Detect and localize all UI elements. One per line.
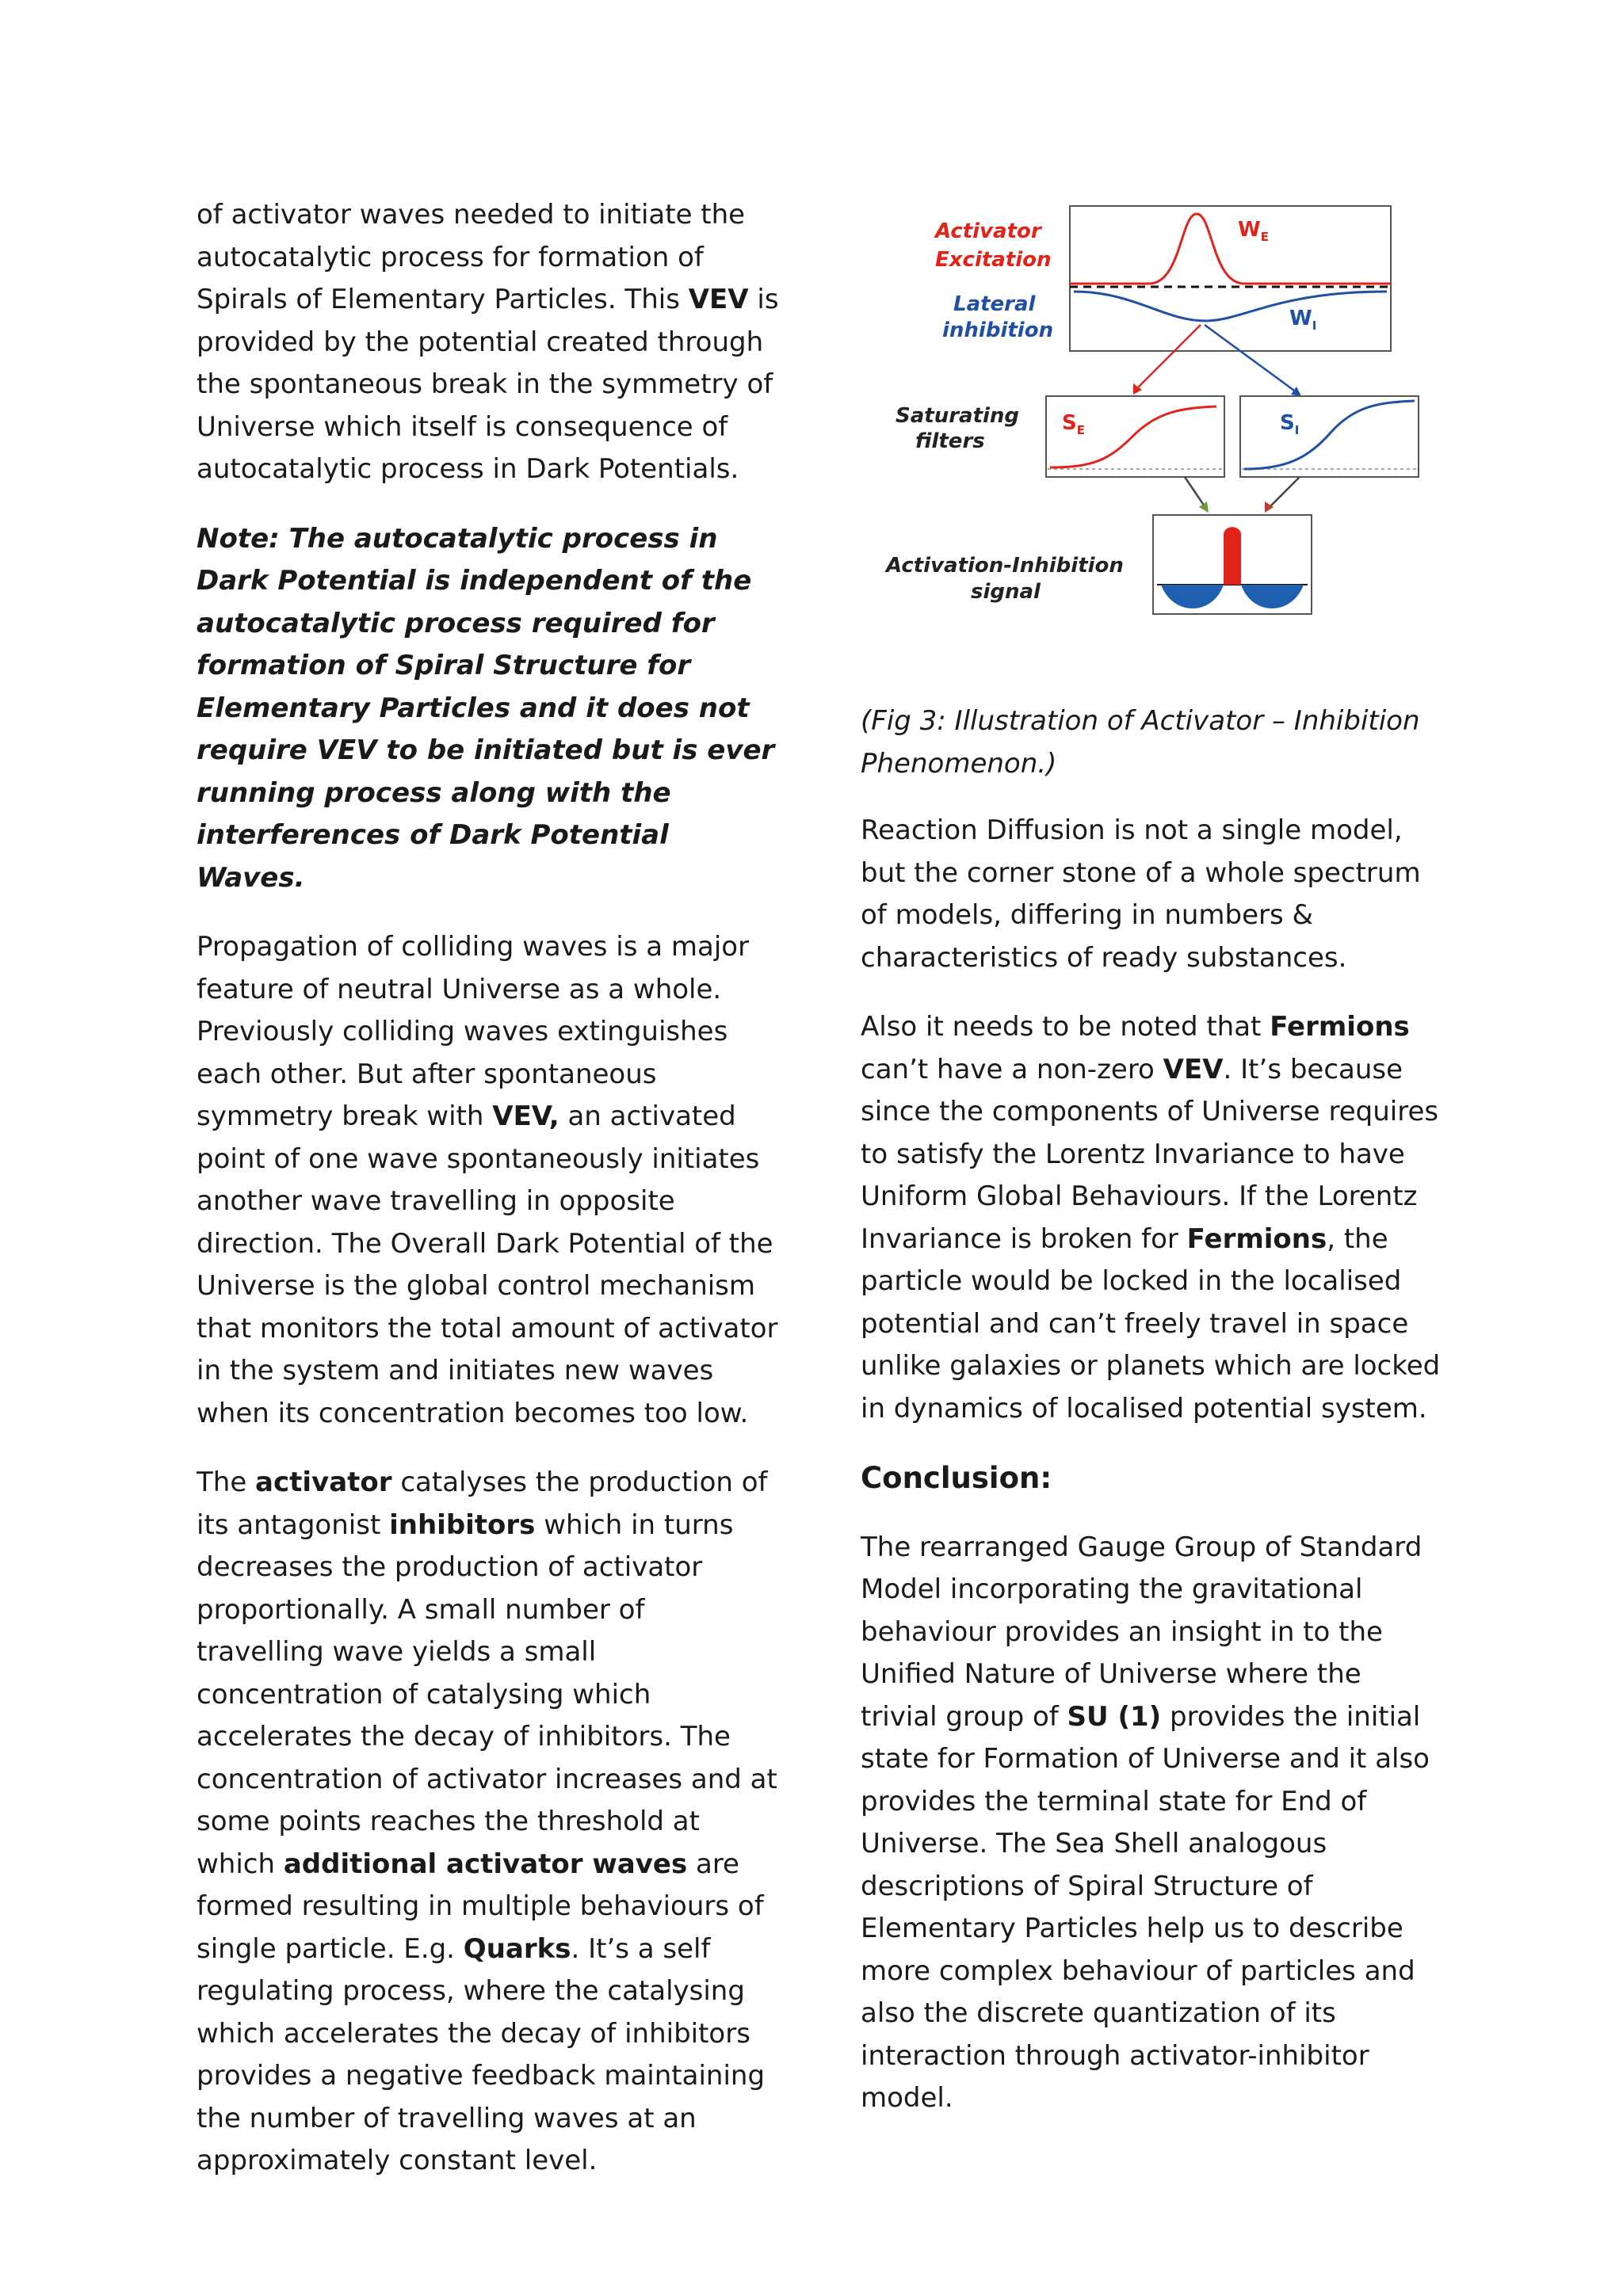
label-inhibition: inhibition [942, 318, 1054, 342]
label-filters: filters [915, 429, 985, 453]
filter-box-si [1240, 396, 1419, 477]
figure-caption: (Fig 3: Illustration of Activator – Inhibition Phenomenon.) [861, 705, 1420, 780]
label-signal: signal [971, 580, 1041, 604]
label-saturating: Saturating [896, 404, 1020, 428]
left-column [197, 194, 779, 2210]
paragraph-reaction-diffusion: Reaction Diffusion is not a single model, but the corner stone of a whole spectrum of models, differing in numbers & characteristics of ready substances. [861, 814, 1421, 974]
arrow-si-to-signal [1268, 477, 1300, 509]
activator-inhibition-figure [880, 198, 1434, 642]
label-lateral: Lateral [953, 292, 1036, 316]
label-si: $S_I$ [1280, 411, 1300, 437]
paragraph-conclusion: The rearranged Gauge Group of Standard Model incorporating the gravitational behaviour provides an insight in to the Unified Nature of Universe where the trivial group of SU (1) provides the initial state for Formation of Universe and it also provides the terminal state for End of Universe. The Sea Shell analogous descriptions of Spiral Structure of Elementary Particles help us to describe more complex behaviour of particles and also the discrete quantization of its interaction through activator-inhibitor model. [861, 1531, 1430, 2114]
paragraph-activator: The activator catalyses the production of its antagonist inhibitors which in turns decreases the production of activator proportionally. A small number of travelling wave yields a small concentration of catalysing which accelerates the decay of inhibitors. The concentration of activator increases and at some points reaches the threshold at which additional activator waves are formed resulting in multiple behaviours of single particle. E.g. Quarks. It’s a self regulating process, where the catalysing which accelerates the decay of inhibitors provides a negative feedback maintaining the number of travelling waves at an approximately constant level. [197, 1466, 777, 2176]
right-column [861, 810, 1443, 2147]
conclusion-heading: Conclusion: [861, 1461, 1052, 1495]
arrow-se-to-signal [1185, 477, 1206, 509]
paragraph-fermions: Also it needs to be noted that Fermions can’t have a non-zero VEV. It’s because since the components of Universe requires to satisfy the Lorentz Invariance to have Uniform Global Behaviours. If the Lorentz Invariance is broken for Fermions, the particle would be locked in the localised potential and can’t freely travel in space unlike galaxies or planets which are locked in dynamics of localised potential system. [861, 1011, 1441, 1425]
label-wi: $W_I$ [1289, 307, 1317, 333]
paragraph-colliding-waves: Propagation of colliding waves is a major feature of neutral Universe as a whole. Previously colliding waves extinguishes each other. But after spontaneous symmetry break with VEV, an activated point of one wave spontaneously initiates another wave travelling in opposite direction. The Overall Dark Potential of the Universe is the global control mechanism that monitors the total amount of activator in the system and initiates new waves when its concentration becomes too low. [197, 931, 778, 1429]
paragraph-vev: of activator waves needed to initiate the autocatalytic process for formation of Spirals of Elementary Particles. This VEV is provided by the potential created through the spontaneous break in the symmetry of Universe which itself is consequence of autocatalytic process in Dark Potentials. [197, 199, 779, 485]
signal-peak [1224, 527, 1241, 585]
label-excitation: Excitation [935, 248, 1052, 272]
label-activator: Activator [935, 219, 1041, 243]
note-paragraph: Note: The autocatalytic process in Dark Potential is independent of the autocatalytic process required for formation of Spiral Structure for Elementary Particles and it does not require VEV to be initiated but is ever running process along with the interferences of Dark Potential Waves. [197, 522, 775, 894]
label-se: $S_E$ [1062, 411, 1085, 437]
label-activation-inhibition: Activation-Inhibition [886, 554, 1124, 578]
label-we: $W_E$ [1238, 218, 1269, 244]
